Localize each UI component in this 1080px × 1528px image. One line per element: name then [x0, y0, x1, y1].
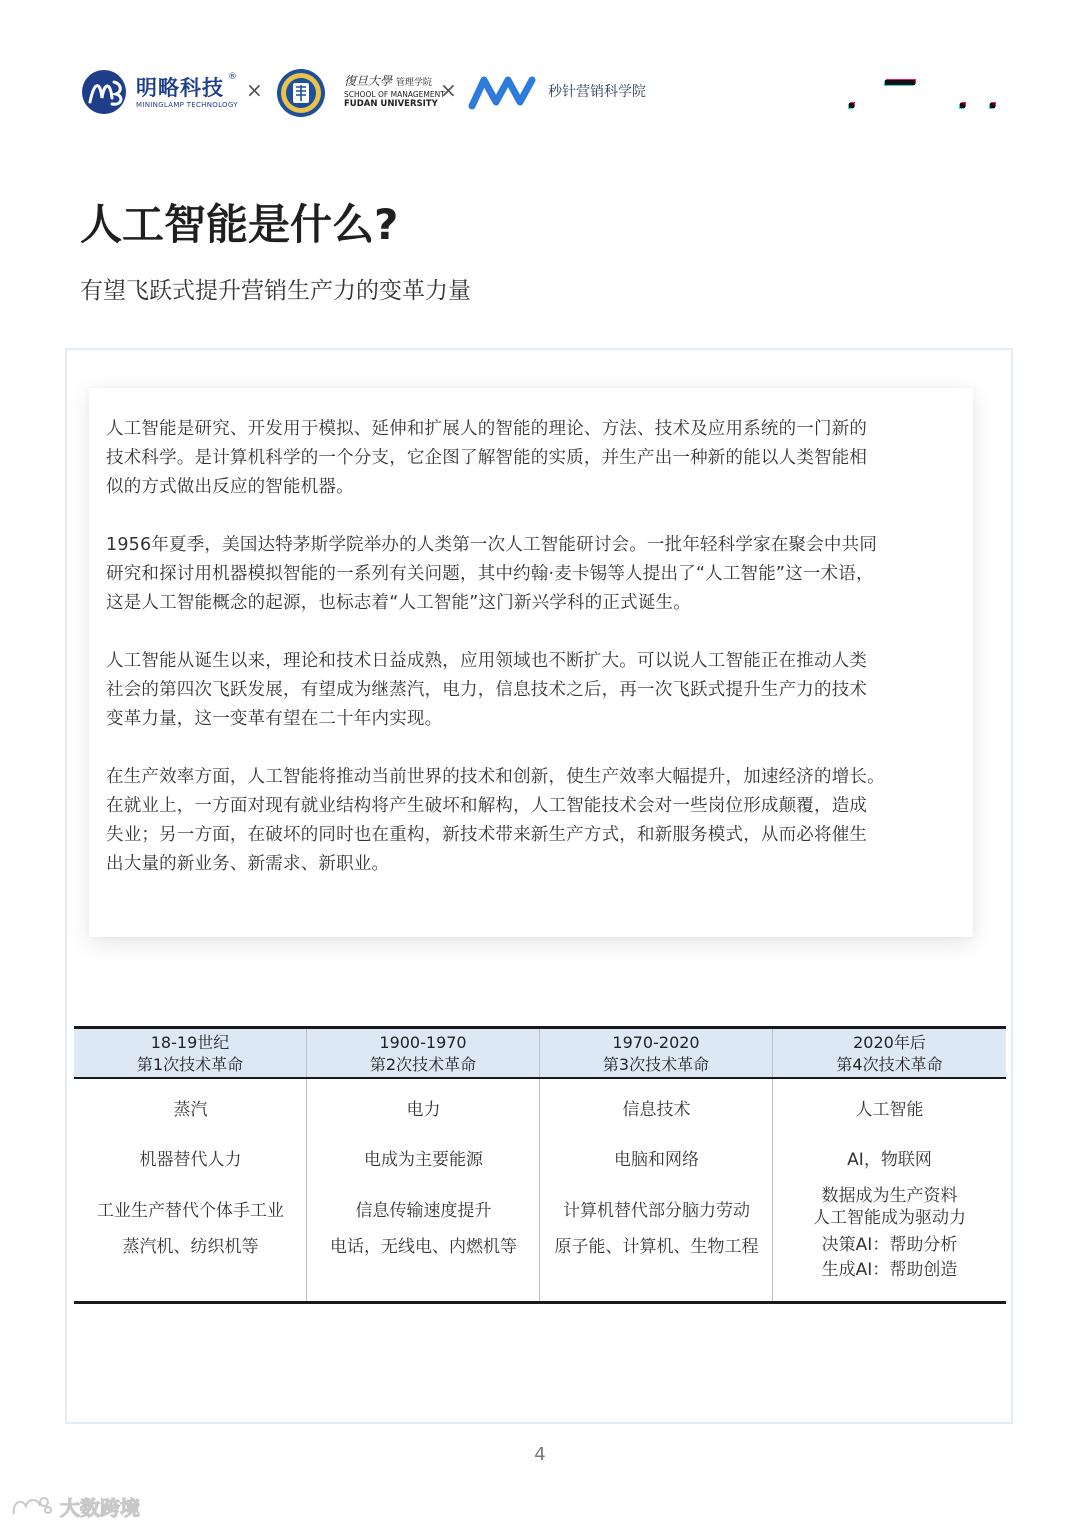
fudan-school-en: SCHOOL OF MANAGEMENT	[344, 90, 445, 99]
intro-card	[89, 388, 973, 937]
tech-cell: 人工智能	[855, 1100, 924, 1120]
fudan-calligraphy: 復旦大學	[344, 74, 393, 88]
paragraph-line: 在生产效率方面，人工智能将推动当前世界的技术和创新，使生产效率大幅提升，加速经济的增长。	[106, 767, 885, 787]
revolution-label: 第1次技术革命	[136, 1055, 244, 1074]
watermark-logo-icon	[10, 1492, 54, 1522]
page-number: 4	[534, 1444, 546, 1465]
revolution-label: 第3次技术革命	[602, 1055, 710, 1074]
fudan-seal-icon	[276, 68, 326, 118]
paragraph-history	[106, 531, 963, 618]
table-header-cell	[74, 1029, 307, 1077]
impact-line: 人工智能成为驱动力	[813, 1208, 966, 1228]
table-column	[307, 1079, 540, 1301]
period-label: 1900-1970	[379, 1033, 467, 1052]
impact-cell: 工业生产替代个体手工业	[97, 1201, 284, 1221]
watermark	[10, 1492, 150, 1522]
table-header-cell	[307, 1029, 540, 1077]
paragraph-line: 人工智能是研究、开发用于模拟、延伸和扩展人的智能的理论、方法、技术及应用系统的一门新的	[106, 419, 868, 439]
impact-cell: 信息传输速度提升	[355, 1201, 492, 1221]
registered-mark: ®	[228, 72, 237, 82]
watermark-text: 大数跨境	[60, 1496, 140, 1520]
miaozhen-logo-icon	[468, 72, 540, 112]
examples-cell: 电话，无线电、内燃机等	[330, 1237, 517, 1257]
examples-line: 决策AI：帮助分析	[821, 1235, 958, 1255]
decorative-dots-icon	[844, 70, 1004, 114]
times-symbol: ×	[440, 78, 457, 102]
table-header-cell	[773, 1029, 1006, 1077]
fudan-univ-en: FUDAN UNIVERSITY	[344, 99, 438, 109]
tech-cell: 电力	[406, 1100, 441, 1120]
change-cell: 电成为主要能源	[364, 1150, 483, 1170]
examples-line: 生成AI：帮助创造	[821, 1260, 958, 1280]
paragraph-line: 变革力量，这一变革有望在二十年内实现。	[106, 709, 443, 729]
change-cell: 电脑和网络	[614, 1150, 699, 1170]
paragraph-development	[106, 647, 963, 734]
table-column	[74, 1079, 307, 1301]
paragraph-line: 技术科学。是计算机科学的一个分支，它企图了解智能的实质，并生产出一种新的能以人类智能相	[106, 448, 868, 468]
paragraph-impact	[106, 763, 963, 879]
mininglamp-name: 明略科技	[136, 76, 224, 100]
tech-cell: 信息技术	[622, 1100, 691, 1120]
miaozhen-name: 秒针营销科学院	[548, 84, 646, 100]
revolution-table	[74, 1026, 1006, 1304]
impact-line: 数据成为生产资料	[821, 1186, 958, 1206]
period-label: 18-19世纪	[150, 1033, 230, 1052]
table-header-cell	[540, 1029, 773, 1077]
fudan-school-cn: 管理学院	[395, 78, 432, 88]
fudan-name-cn	[344, 72, 432, 89]
paragraph-definition	[106, 415, 963, 502]
paragraph-line: 研究和探讨用机器模拟智能的一系列有关问题，其中约翰·麦卡锡等人提出了“人工智能”这一术语，	[106, 564, 874, 584]
paragraph-line: 这是人工智能概念的起源，也标志着“人工智能”这门新兴学科的正式诞生。	[106, 593, 691, 613]
table-header-row	[74, 1029, 1006, 1079]
period-label: 1970-2020	[612, 1033, 700, 1052]
impact-cell: 计算机替代部分脑力劳动	[563, 1201, 750, 1221]
paragraph-line: 人工智能从诞生以来，理论和技术日益成熟，应用领域也不断扩大。可以说人工智能正在推动人类	[106, 651, 868, 671]
mininglamp-sub: MININGLAMP TECHNOLOGY	[136, 101, 238, 109]
mininglamp-logo-icon	[80, 68, 132, 116]
table-column	[773, 1079, 1006, 1301]
revolution-label: 第4次技术革命	[836, 1055, 943, 1074]
paragraph-line: 似的方式做出反应的智能机器。	[106, 477, 354, 497]
paragraph-line: 在就业上，一方面对现有就业结构将产生破坏和解构，人工智能技术会对一些岗位形成颠覆，造成	[106, 796, 868, 816]
change-cell: AI，物联网	[847, 1150, 932, 1170]
page-subtitle: 有望飞跃式提升营销生产力的变革力量	[80, 278, 471, 304]
examples-cell: 原子能、计算机、生物工程	[554, 1237, 759, 1257]
page-title: 人工智能是什么?	[80, 200, 399, 249]
paragraph-line: 出大量的新业务、新需求、新职业。	[106, 854, 390, 874]
table-column	[540, 1079, 773, 1301]
times-symbol: ×	[246, 78, 263, 102]
tech-cell: 蒸汽	[173, 1100, 208, 1120]
revolution-label: 第2次技术革命	[369, 1055, 477, 1074]
examples-cell: 蒸汽机、纺织机等	[122, 1237, 259, 1257]
header-logos	[80, 64, 1000, 120]
period-label: 2020年后	[853, 1033, 926, 1052]
change-cell: 机器替代人力	[139, 1150, 242, 1170]
paragraph-line: 社会的第四次飞跃发展，有望成为继蒸汽，电力，信息技术之后，再一次飞跃式提升生产力的技术	[106, 680, 868, 700]
paragraph-line: 1956年夏季，美国达特茅斯学院举办的人类第一次人工智能研讨会。一批年轻科学家在聚会中共同	[106, 535, 878, 555]
paragraph-line: 失业；另一方面，在破坏的同时也在重构，新技术带来新生产方式，和新服务模式，从而必将催生	[106, 825, 868, 845]
impact-cell	[773, 1185, 1006, 1229]
examples-cell	[773, 1233, 1006, 1283]
